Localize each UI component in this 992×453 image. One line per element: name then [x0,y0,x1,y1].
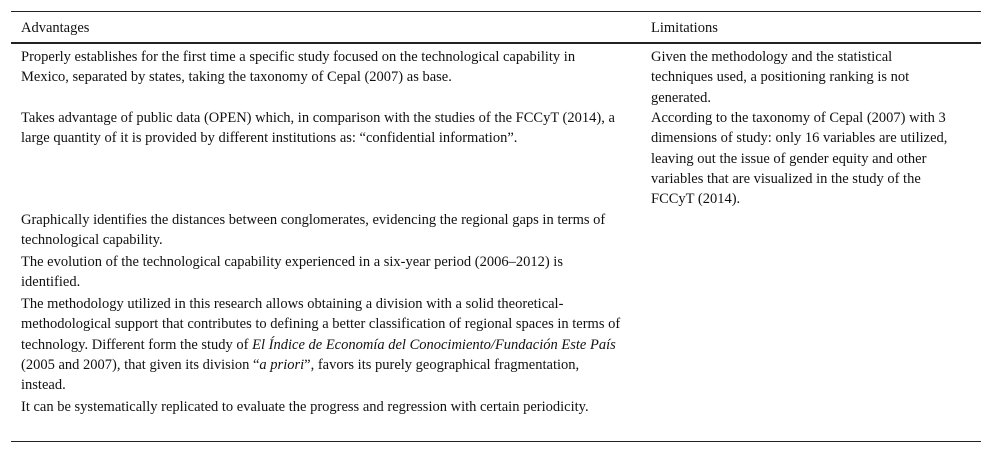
advantage-item-1: Properly establishes for the first time a specific study focused on the technological capability in Mexico, separated by states, taking the taxonomy of Cepal (2007) as base. [21,49,576,86]
advantage-item-5 [21,294,621,395]
limitation-item-2: According to the taxonomy of Cepal (2007) with 3 dimensions of study: only 16 variables are utilized, leaving out the issue of gender equity and other variables that are visualized in the study of the FCCyT (2014). [651,110,948,208]
table-body [11,44,981,441]
table-header [11,12,981,44]
advantages-header: Advantages [21,20,90,36]
advantage-item-5-text-1: The methodology utilized in this research allows obtaining a division with a solid theoretical-methodological support that contributes to defining a better classification of regional spaces in terms of technology. Different form the study of [21,296,621,353]
advantage-item-2: Takes advantage of public data (OPEN) which, in comparison with the studies of the FCCyT (2014), a large quantity of it is provided by different institutions as: “confidential information”. [21,110,615,147]
study-title: El Índice de Economía del Conocimiento/Fundación Este País [252,336,616,353]
advantage-item-3: Graphically identifies the distances between conglomerates, evidencing the regional gaps in terms of technological capability. [21,212,606,249]
advantage-item-6: It can be systematically replicated to evaluate the progress and regression with certain periodicity. [21,399,589,415]
a-priori-term: a priori [259,356,305,373]
advantage-item-4: The evolution of the technological capability experienced in a six-year period (2006–2012) is identified. [21,254,563,291]
advantage-item-5-text-2: (2005 and 2007), that given its division “ [21,356,260,373]
limitation-item-1: Given the methodology and the statistical techniques used, a positioning ranking is not generated. [651,49,910,106]
limitations-header: Limitations [651,20,718,36]
advantage-item-5-text-3: ”, favors its purely geographical fragmentation, instead. [21,356,580,394]
comparison-table [11,11,981,442]
